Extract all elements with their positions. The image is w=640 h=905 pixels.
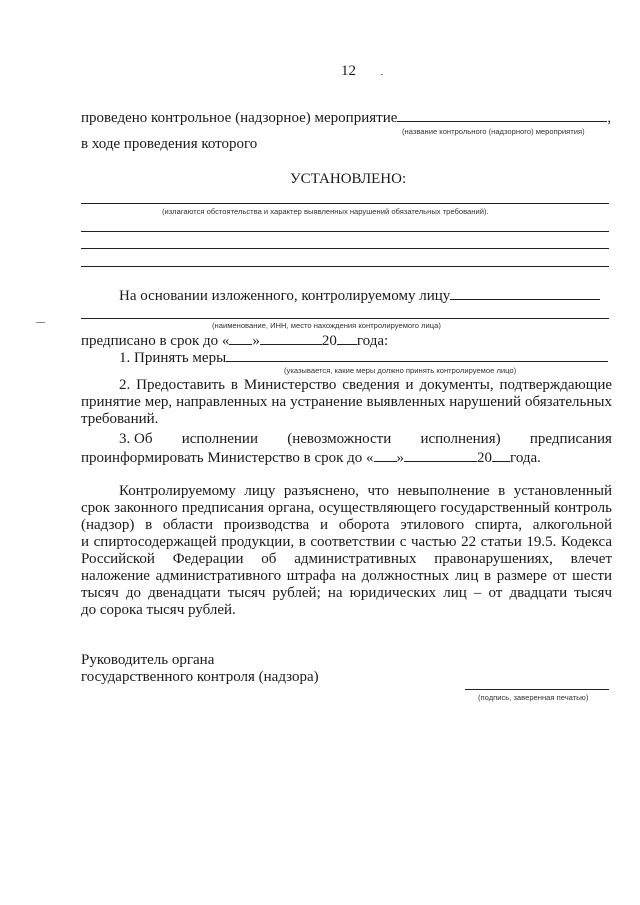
explanation-line-5: Российской Федерации об административных правонарушениях, влечет — [81, 551, 612, 567]
event-name-caption: (название контрольного (надзорного) мероприятия) — [402, 127, 585, 136]
measure-1-text: 1. Принять меры — [119, 350, 227, 366]
measure-1-line — [119, 348, 608, 367]
explanation-line-6: наложение административного штрафа на должностных лиц в размере от шести — [81, 568, 612, 584]
explanation-line-4: и спиртосодержащей продукции, в соответствии с частью 22 статьи 19.5. Кодекса — [81, 534, 612, 550]
intro-comma: , — [607, 110, 612, 126]
basis-text: На основании изложенного, контролируемому лицу — [119, 288, 451, 304]
violations-line-2 — [81, 231, 609, 232]
intro-line — [81, 108, 611, 127]
controlled-person-blank — [450, 286, 600, 300]
deadline-day-blank — [229, 331, 252, 345]
measures-caption: (указывается, какие меры должно принять контролируемое лицо) — [284, 366, 517, 375]
intro-line-2: в ходе проведения которого — [81, 136, 258, 152]
deadline-year-blank — [337, 331, 357, 345]
measure-3-year-suffix: года. — [510, 450, 541, 466]
measure-2-line-2: принятие мер, направленных на устранение выявленных нарушений обязательных — [81, 394, 612, 410]
scan-mark — [36, 322, 45, 323]
measure-3-word-2: исполнении — [181, 431, 258, 447]
signature-line — [465, 689, 609, 690]
measure-2-line-3: требований. — [81, 411, 159, 427]
explanation-line-8: до сорока тысяч рублей. — [81, 602, 236, 618]
violations-caption: (излагаются обстоятельства и характер выявленных нарушений обязательных требований). — [162, 207, 489, 216]
deadline-year-suffix: года: — [356, 333, 389, 349]
basis-line — [119, 286, 600, 305]
measure-3-year-prefix: 20 — [477, 450, 493, 466]
explanation-line-2: срок законного предписания органа, осуществляющего государственный контроль — [81, 500, 612, 516]
signature-caption: (подпись, заверенная печатью) — [478, 693, 589, 702]
report-month-blank — [404, 448, 477, 462]
violations-line-3 — [81, 248, 609, 249]
measure-2-line-1: 2. Предоставить в Министерство сведения и документы, подтверждающие — [119, 377, 612, 393]
deadline-prefix: предписано в срок до « — [81, 333, 230, 349]
measure-3-word-3: (невозможности — [287, 431, 392, 447]
explanation-line-7: тысяч до двенадцати тысяч рублей; на юридических лиц – от двадцати тысяч — [81, 585, 612, 601]
event-name-blank — [397, 108, 607, 122]
deadline-month-blank — [260, 331, 322, 345]
established-heading: УСТАНОВЛЕНО: — [290, 171, 407, 187]
page-number: 12 — [341, 63, 356, 79]
measure-3-word-4: исполнения) — [420, 431, 501, 447]
deadline-mid: » — [252, 333, 260, 349]
signatory-title-2: государственного контроля (надзора) — [81, 669, 319, 685]
violations-line-4 — [81, 266, 609, 267]
deadline-year-prefix: 20 — [321, 333, 337, 349]
explanation-line-1: Контролируемому лицу разъяснено, что невыполнение в установленный — [119, 483, 612, 499]
measure-3-prefix: проинформировать Министерство в срок до « — [81, 450, 374, 466]
scan-speck — [381, 74, 383, 75]
report-day-blank — [374, 448, 397, 462]
controlled-person-caption: (наименование, ИНН, место нахождения контролируемого лица) — [212, 321, 441, 330]
measure-3-word-1: 3. Об — [119, 431, 153, 447]
controlled-person-line — [81, 318, 609, 319]
explanation-line-3: (надзор) в области производства и оборота этилового спирта, алкогольной — [81, 517, 612, 533]
report-year-blank — [492, 448, 510, 462]
measures-blank — [226, 348, 608, 362]
signatory-title-1: Руководитель органа — [81, 652, 215, 668]
measure-3-line-2 — [81, 448, 541, 467]
measure-3-line-1 — [119, 431, 612, 448]
intro-text: проведено контрольное (надзорное) мероприятие — [81, 110, 398, 126]
violations-line-1 — [81, 203, 609, 204]
measure-3-word-5: предписания — [529, 431, 612, 447]
measure-3-mid: » — [396, 450, 405, 466]
